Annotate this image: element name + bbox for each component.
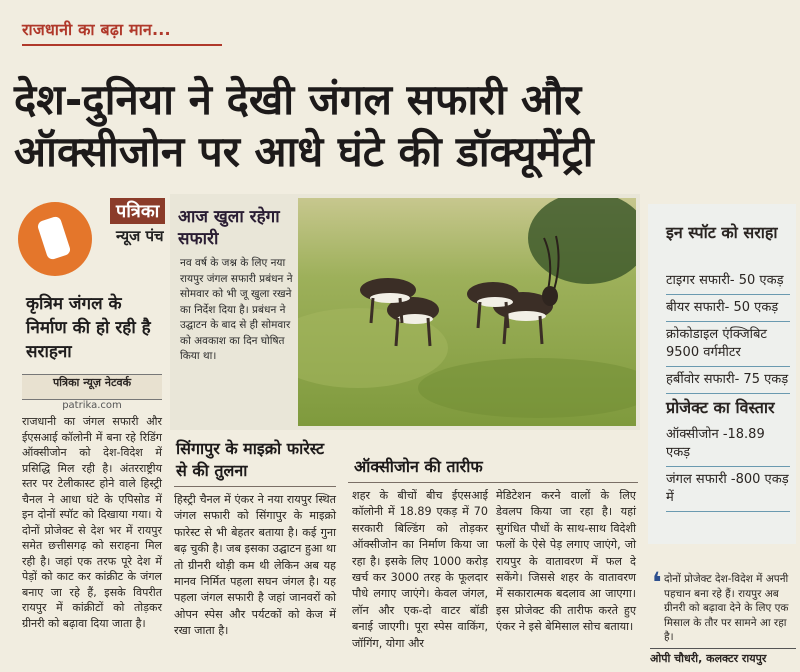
oxyzone-body-col1: शहर के बीचों बीच ईएसआई कॉलोनी में 18.89 एकड़ में 70 सरकारी बिल्डिंग को तोड़कर ऑक्सीजोन का निर्माण किया जा रहा है। इसके लिए 1000 करोड़ खर्च कर 3000 तरह के फूलदार पौधे लगाए जाएंगे। केवल जंगल, लॉन और एक-दो वाटर बॉडी बनाई जाएगी। पूरा स्पेस वाकिंग, जॉगिंग, योगा और — [352, 489, 488, 650]
quote-text: दोनों प्रोजेक्ट देश-विदेश में अपनी पहचान बना रहे हैं। रायपुर अब ग्रीनरी को बढ़ावा देने के लिए एक मिसाल के तौर पर सामने आ रहा है। — [664, 573, 789, 643]
oxyzone-body-col2: मेडिटेशन करने वालों के लिए डेवलप किया जा रहा है। यहां सुगंधित पौधों के साथ-साथ विदेशी फलों के ऐसे पेड़ लगाए जाएंगे, जो रायपुर के वातावरण में फल दे सकेंगे। जिससे शहर के वातावरण में सकारात्मक बदलाव आ जाएगा। इस प्रोजेक्ट की तारीफ करते हुए एंकर ने इसे बेमिसाल सोच बताया। — [496, 489, 636, 634]
spot-item: टाइगर सफारी- 50 एकड़ — [666, 268, 790, 295]
left-headline: कृत्रिम जंगल के निर्माण की हो रही है सराहना — [26, 294, 151, 362]
byline: पत्रिका न्यूज़ नेटवर्क — [22, 374, 162, 400]
quote-mark-icon: ❛ — [652, 566, 662, 599]
caption-title: आज खुला रहेगा सफारी — [178, 207, 280, 249]
spot-item: बीयर सफारी- 50 एकड़ — [666, 295, 790, 322]
headline-line-2: ऑक्सीजोन पर आधे घंटे की डॉक्यूमेंट्री — [14, 127, 594, 176]
brand-block — [18, 198, 164, 278]
singapore-heading: सिंगापुर के माइक्रो फारेस्ट से की तुलना — [176, 439, 325, 480]
spot-item: क्रोकोडाइल एंक्जिबिट 9500 वर्गमीटर — [666, 322, 790, 367]
spot-list — [666, 268, 790, 512]
headline — [14, 74, 794, 178]
blackbuck-photo-graphic — [298, 198, 636, 426]
spot-item: हर्बीवोर सफारी- 75 एकड़ — [666, 367, 790, 394]
expansion-item: ऑक्सीजोन -18.89 एकड़ — [666, 422, 790, 467]
brand-name: पत्रिका — [110, 198, 165, 224]
kicker: राजधानी का बढ़ा मान... — [22, 20, 171, 39]
headline-line-1: देश-दुनिया ने देखी जंगल सफारी और — [14, 75, 582, 124]
quote-author: ओपी चौधरी, कलक्टर रायपुर — [650, 648, 796, 666]
expansion-title: प्रोजेक्ट का विस्तार — [666, 398, 775, 417]
expansion-item: जंगल सफारी -800 एकड़ में — [666, 467, 790, 512]
right-title: इन स्पॉट को सराहा — [666, 223, 778, 242]
oxyzone-heading: ऑक्सीजोन की तारीफ — [354, 457, 483, 476]
blackbuck-photo — [298, 198, 636, 426]
section-rule — [174, 486, 336, 487]
caption-body: नव वर्ष के जश्न के लिए नया रायपुर जंगल सफारी प्रबंधन ने सोमवार को भी जू खुला रखने का निर्देश दिया है। प्रबंधन ने उद्घाटन के बाद से ही सोमवार को अवकाश का दिन घोषित किया था। — [180, 257, 293, 362]
byline-url: patrika.com — [62, 400, 122, 411]
brand-sub: न्यूज पंच — [116, 227, 164, 245]
section-rule — [348, 482, 638, 483]
patrika-logo-icon — [18, 202, 92, 276]
article-body-left: राजधानी का जंगल सफारी और ईएसआई कॉलोनी में बना रहे रिडिंग ऑक्सीजोन को देश-विदेश में प्रसिद्धि मिल रही है। अंतरराष्ट्रीय स्तर पर टेलीकास्ट होने वाले हिस्ट्री चैनल ने आधा घंटे के एपिसोड में इन दोनों स्पॉट को दिखाया गया। ये दोनों प्रोजेक्ट से देश भर में रायपुर समेत छत्तीसगढ़ को सराहना मिल रही है। जहां एक तरफ पूरे देश में पेड़ों को काट कर कांक्रीट के जंगल बनाए जा रहे हैं, इसके विपरीत रायपुर में कांक्रीटों को तोड़कर ग्रीनरी को बढ़ावा दिया जाता है। — [22, 415, 162, 630]
singapore-body: हिस्ट्री चैनल में एंकर ने नया रायपुर स्थित जंगल सफारी को सिंगापुर के माइक्रो फारेस्ट से भी बेहतर बताया है। कई गुना बढ़ चुकी है। जब इसका उद्घाटन हुआ था तो ग्रीनरी थोड़ी कम थी लेकिन अब यह मानव निर्मित पहला सघन जंगल है। यह पहला जंगल सफारी है जहां जानवरों को ओपन स्पेस और पर्यटकों को केज में रखा जाता है। — [174, 493, 336, 638]
kicker-rule — [22, 44, 222, 46]
